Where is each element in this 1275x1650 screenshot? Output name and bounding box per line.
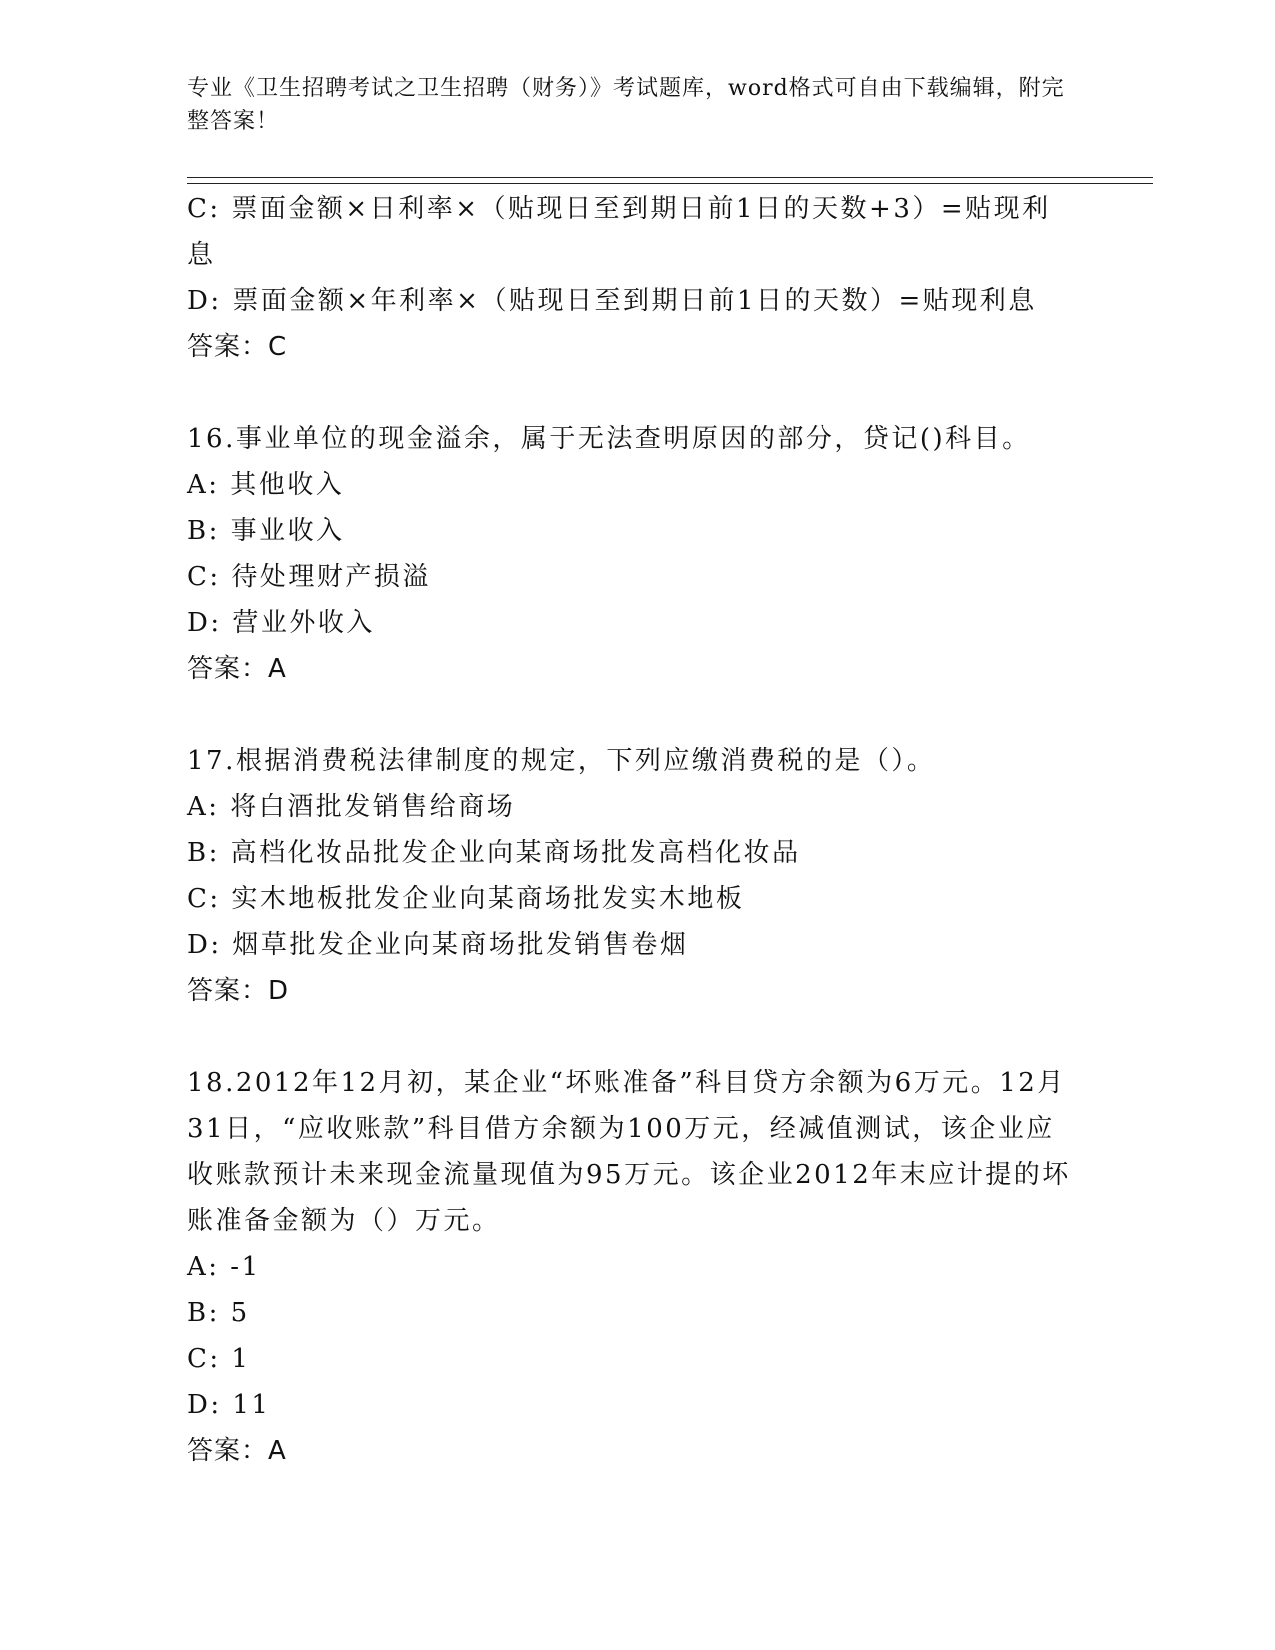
option-b: B: 事业收入	[187, 516, 345, 546]
option-c: C: 待处理财产损溢	[187, 562, 431, 592]
answer: 答案：A	[187, 654, 287, 684]
header-rule-top	[187, 177, 1153, 178]
spacer	[187, 370, 1077, 416]
option-c: C: 实木地板批发企业向某商场批发实木地板	[187, 884, 745, 914]
question-stem: 18.2012年12月初，某企业“坏账准备”科目贷方余额为6万元。12月31日，“应收账款”科目借方余额为100万元，经减值测试，该企业应收账款预计未来现金流量现值为95万元。该企业2012年末应计提的坏账准备金额为（）万元。	[187, 1068, 1071, 1236]
spacer	[187, 1014, 1077, 1060]
option-d: D: 11	[187, 1390, 271, 1420]
answer: 答案：C	[187, 332, 288, 362]
answer: 答案：A	[187, 1436, 287, 1466]
option-b: B: 5	[187, 1298, 250, 1328]
option-a: A: -1	[187, 1252, 261, 1282]
question-stem: 16.事业单位的现金溢余，属于无法查明原因的部分，贷记()科目。	[187, 424, 1031, 454]
option-d: D: 营业外收入	[187, 608, 375, 638]
option-c: C: 1	[187, 1344, 251, 1374]
header-rule-bottom	[187, 183, 1153, 184]
question-content	[187, 186, 1077, 1474]
option-b: B: 高档化妆品批发企业向某商场批发高档化妆品	[187, 838, 801, 868]
option-a: A: 将白酒批发销售给商场	[187, 792, 516, 822]
option-d: D: 票面金额×年利率×（贴现日至到期日前1日的天数）=贴现利息	[187, 286, 1037, 316]
option-c: C: 票面金额×日利率×（贴现日至到期日前1日的天数+3）=贴现利息	[187, 194, 1051, 270]
answer: 答案：D	[187, 976, 290, 1006]
option-d: D: 烟草批发企业向某商场批发销售卷烟	[187, 930, 689, 960]
page-header: 专业《卫生招聘考试之卫生招聘（财务）》考试题库，word格式可自由下载编辑，附完整答案！	[187, 76, 1065, 134]
option-a: A: 其他收入	[187, 470, 345, 500]
spacer	[187, 692, 1077, 738]
question-stem: 17.根据消费税法律制度的规定，下列应缴消费税的是（）。	[187, 746, 936, 776]
